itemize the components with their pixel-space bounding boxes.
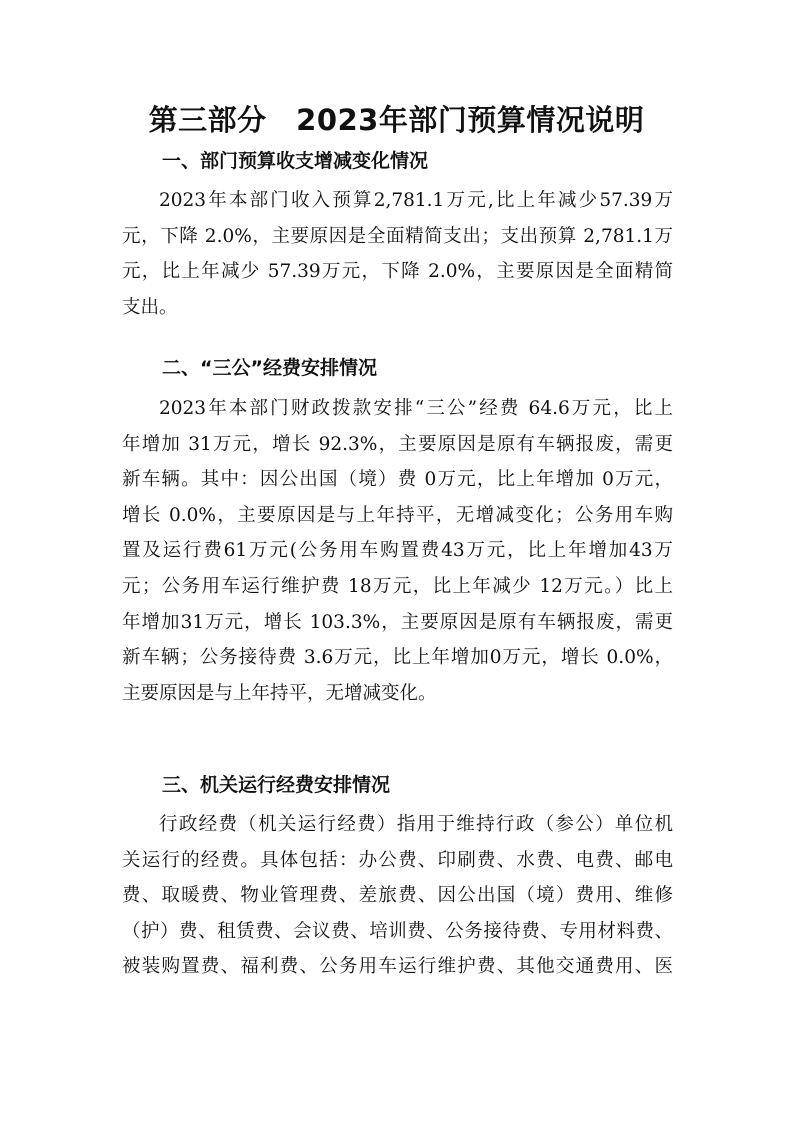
paragraph-line: 主要原因是与上年持平，无增减变化。 (122, 682, 437, 704)
section-heading-three-public: 二、“三公”经费安排情况 (162, 357, 377, 379)
paragraph-line: 费、取暖费、物业管理费、差旅费、因公出国（境）费用、维修 (122, 885, 673, 907)
paragraph-budget-changes (122, 183, 673, 325)
paragraph-line: 置及运行费61万元(公务用车购置费43万元，比上年增加43万 (122, 540, 673, 562)
section-heading-operating-costs: 三、机关运行经费安排情况 (162, 774, 391, 796)
paragraph-operating-costs (122, 807, 673, 985)
paragraph-line: 增长 0.0%，主要原因是与上年持平，无增减变化；公务用车购 (122, 504, 673, 526)
page-title: 第三部分 2023年部门预算情况说明 (148, 103, 645, 137)
paragraph-line: 元，比上年减少 57.39万元，下降 2.0%，主要原因是全面精简 (122, 261, 673, 283)
paragraph-line: 2023年本部门财政拨款安排“三公”经费 64.6万元，比上 (159, 398, 673, 419)
paragraph-line: 新车辆。其中：因公出国（境）费 0万元，比上年增加 0万元， (122, 469, 673, 491)
paragraph-line: 2023年本部门收入预算2,781.1万元,比上年减少57.39万 (159, 190, 673, 211)
paragraph-line: 行政经费（机关运行经费）指用于维持行政（参公）单位机 (159, 814, 673, 835)
paragraph-line: 元；公务用车运行维护费 18万元，比上年减少 12万元。）比上 (122, 575, 673, 597)
paragraph-line: 元，下降 2.0%，主要原因是全面精简支出；支出预算 2,781.1万 (122, 225, 673, 247)
paragraph-three-public (122, 391, 673, 711)
paragraph-line: 关运行的经费。具体包括：办公费、印刷费、水费、电费、邮电 (122, 849, 673, 871)
paragraph-line: （护）费、租赁费、会议费、培训费、公务接待费、专用材料费、 (122, 920, 673, 942)
paragraph-line: 支出。 (122, 296, 178, 318)
paragraph-line: 新车辆；公务接待费 3.6万元，比上年增加0万元，增长 0.0%， (122, 647, 673, 669)
paragraph-line: 年增加31万元，增长 103.3%，主要原因是原有车辆报废，需更 (122, 611, 673, 633)
section-heading-budget-changes: 一、部门预算收支增减变化情况 (162, 150, 429, 172)
paragraph-line: 被装购置费、福利费、公务用车运行维护费、其他交通费用、医 (122, 956, 673, 978)
paragraph-line: 年增加 31万元，增长 92.3%，主要原因是原有车辆报废，需更 (122, 433, 673, 455)
